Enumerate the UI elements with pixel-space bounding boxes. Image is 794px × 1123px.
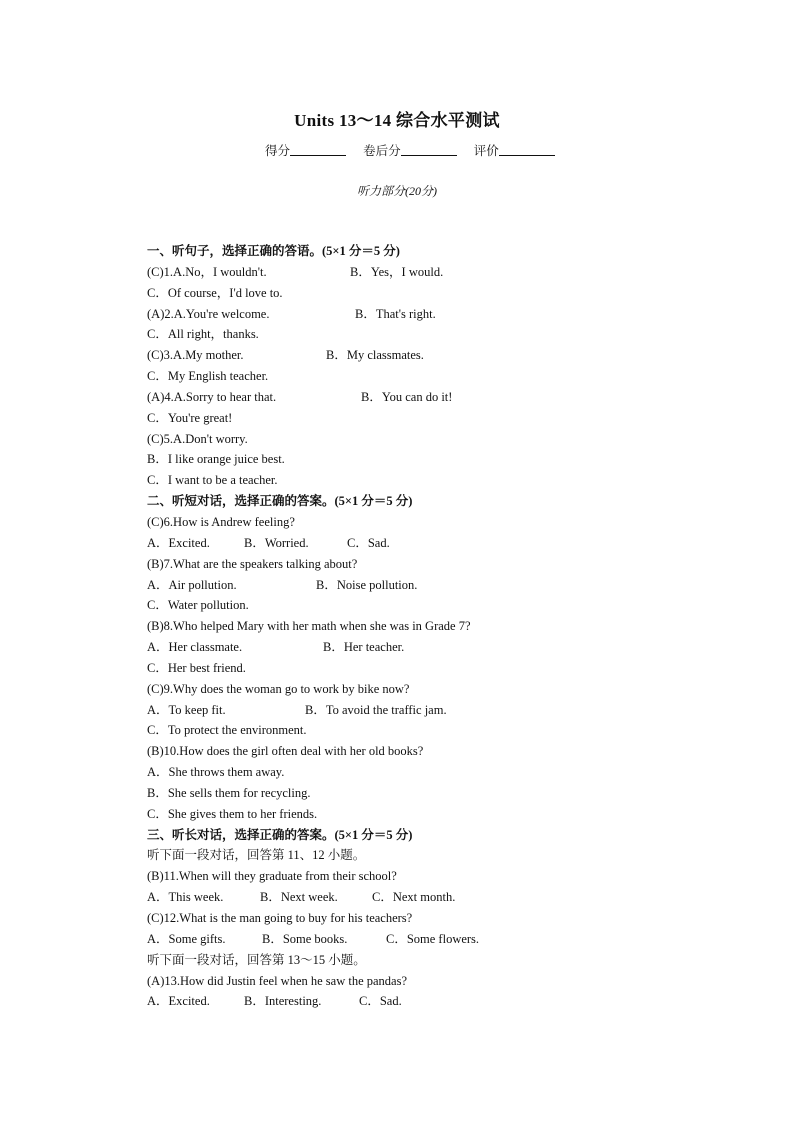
question-line: [147, 595, 667, 616]
question-text: A．Air pollution.: [147, 577, 237, 592]
question-line: [147, 429, 667, 450]
question-text: (C)5.A.Don't worry.: [147, 431, 248, 446]
question-text: (C)9.Why does the woman go to work by bike now?: [147, 681, 410, 696]
page-title: Units 13～14 综合水平测试: [294, 111, 500, 130]
question-text: A．She throws them away.: [147, 765, 285, 780]
question-text: (B)7.What are the speakers talking about?: [147, 556, 358, 571]
question-line: [147, 345, 667, 366]
question-text: (B)11.When will they graduate from their school?: [147, 869, 397, 884]
score-blank: [290, 143, 346, 156]
question-text: B．Worried.: [244, 535, 309, 550]
question-text: B．My classmates.: [326, 348, 424, 363]
question-line: [147, 866, 667, 887]
question-line: [147, 887, 667, 908]
post-test-score-label: 卷后分: [363, 144, 401, 158]
question-line: [147, 679, 667, 700]
question-text: C．You're great!: [147, 410, 233, 425]
question-line: [147, 283, 667, 304]
question-text: (C)3.A.My mother.: [147, 348, 244, 363]
question-text: A．To keep fit.: [147, 702, 226, 717]
question-line: [147, 929, 667, 950]
question-text: C．I want to be a teacher.: [147, 473, 278, 488]
question-line: [147, 700, 667, 721]
question-body: [147, 241, 667, 1012]
question-line: [147, 533, 667, 554]
question-text: A．Excited.: [147, 535, 210, 550]
question-line: [147, 950, 667, 971]
question-text: (C)6.How is Andrew feeling?: [147, 514, 295, 529]
question-text: 听下面一段对话，回答第 11、12 小题。: [147, 848, 366, 863]
question-line: [147, 971, 667, 992]
question-line: [147, 616, 667, 637]
question-line: [147, 449, 667, 470]
question-text: B．You can do it!: [361, 389, 453, 404]
question-line: [147, 804, 667, 825]
question-line: [147, 845, 667, 866]
question-text: B．Interesting.: [244, 994, 322, 1009]
question-text: B．I like orange juice best.: [147, 452, 285, 467]
question-text: A．Excited.: [147, 994, 210, 1009]
question-text: B．Next week.: [260, 890, 338, 905]
section-heading: 一、听句子，选择正确的答语。(5×1 分＝5 分): [147, 244, 400, 258]
score-line: [265, 141, 569, 159]
question-line: [147, 262, 667, 283]
section-heading: 二、听短对话，选择正确的答案。(5×1 分＝5 分): [147, 494, 413, 509]
question-text: C．She gives them to her friends.: [147, 806, 318, 821]
question-text: (C)12.What is the man going to buy for his teachers?: [147, 911, 413, 925]
question-text: C．Next month.: [372, 890, 456, 905]
question-line: [147, 720, 667, 741]
question-text: C．Some flowers.: [386, 931, 480, 946]
question-line: [147, 762, 667, 783]
evaluation-blank: [499, 143, 555, 156]
question-text: C．Water pollution.: [147, 598, 249, 613]
question-text: C．Her best friend.: [147, 660, 246, 675]
question-text: B．Some books.: [262, 931, 348, 946]
listening-part-label: 听力部分(20分): [357, 184, 437, 198]
question-text: B．She sells them for recycling.: [147, 785, 311, 800]
question-text: A．This week.: [147, 890, 224, 905]
question-text: B．To avoid the traffic jam.: [305, 702, 447, 717]
question-text: (A)2.A.You're welcome.: [147, 306, 270, 321]
question-text: (B)8.Who helped Mary with her math when she was in Grade 7?: [147, 619, 471, 634]
question-text: (A)4.A.Sorry to hear that.: [147, 389, 277, 404]
question-text: (C)1.A.No，I wouldn't.: [147, 264, 267, 279]
question-text: B．Noise pollution.: [316, 577, 418, 592]
post-test-score-blank: [401, 143, 457, 156]
question-text: B．Yes，I would.: [350, 264, 444, 279]
question-text: A．Her classmate.: [147, 640, 243, 655]
section-heading: 三、听长对话，选择正确的答案。(5×1 分＝5 分): [147, 827, 413, 842]
question-text: (A)13.How did Justin feel when he saw the pandas?: [147, 973, 408, 988]
question-line: [147, 637, 667, 658]
question-text: C．Sad.: [347, 535, 390, 550]
question-text: (B)10.How does the girl often deal with her old books?: [147, 744, 424, 759]
question-line: [147, 908, 667, 929]
question-text: C．Of course，I'd love to.: [147, 285, 283, 300]
question-line: [147, 658, 667, 679]
question-text: C．My English teacher.: [147, 369, 269, 384]
question-text: B．Her teacher.: [323, 640, 405, 655]
question-text: C．Sad.: [359, 994, 402, 1009]
question-line: [147, 741, 667, 762]
question-line: [147, 991, 667, 1012]
question-line: [147, 783, 667, 804]
question-line: [147, 554, 667, 575]
question-line: [147, 470, 667, 491]
question-line: [147, 366, 667, 387]
question-line: [147, 387, 667, 408]
question-line: [147, 304, 667, 325]
evaluation-label: 评价: [473, 144, 499, 158]
question-text: 听下面一段对话，回答第 13～15 小题。: [147, 952, 366, 967]
score-label: 得分: [265, 144, 291, 158]
question-text: C．To protect the environment.: [147, 723, 307, 738]
question-line: [147, 512, 667, 533]
question-text: C．All right，thanks.: [147, 327, 259, 342]
question-line: [147, 324, 667, 345]
question-text: B．That's right.: [355, 306, 436, 321]
question-line: [147, 575, 667, 596]
question-text: A．Some gifts.: [147, 931, 226, 946]
question-line: [147, 408, 667, 429]
